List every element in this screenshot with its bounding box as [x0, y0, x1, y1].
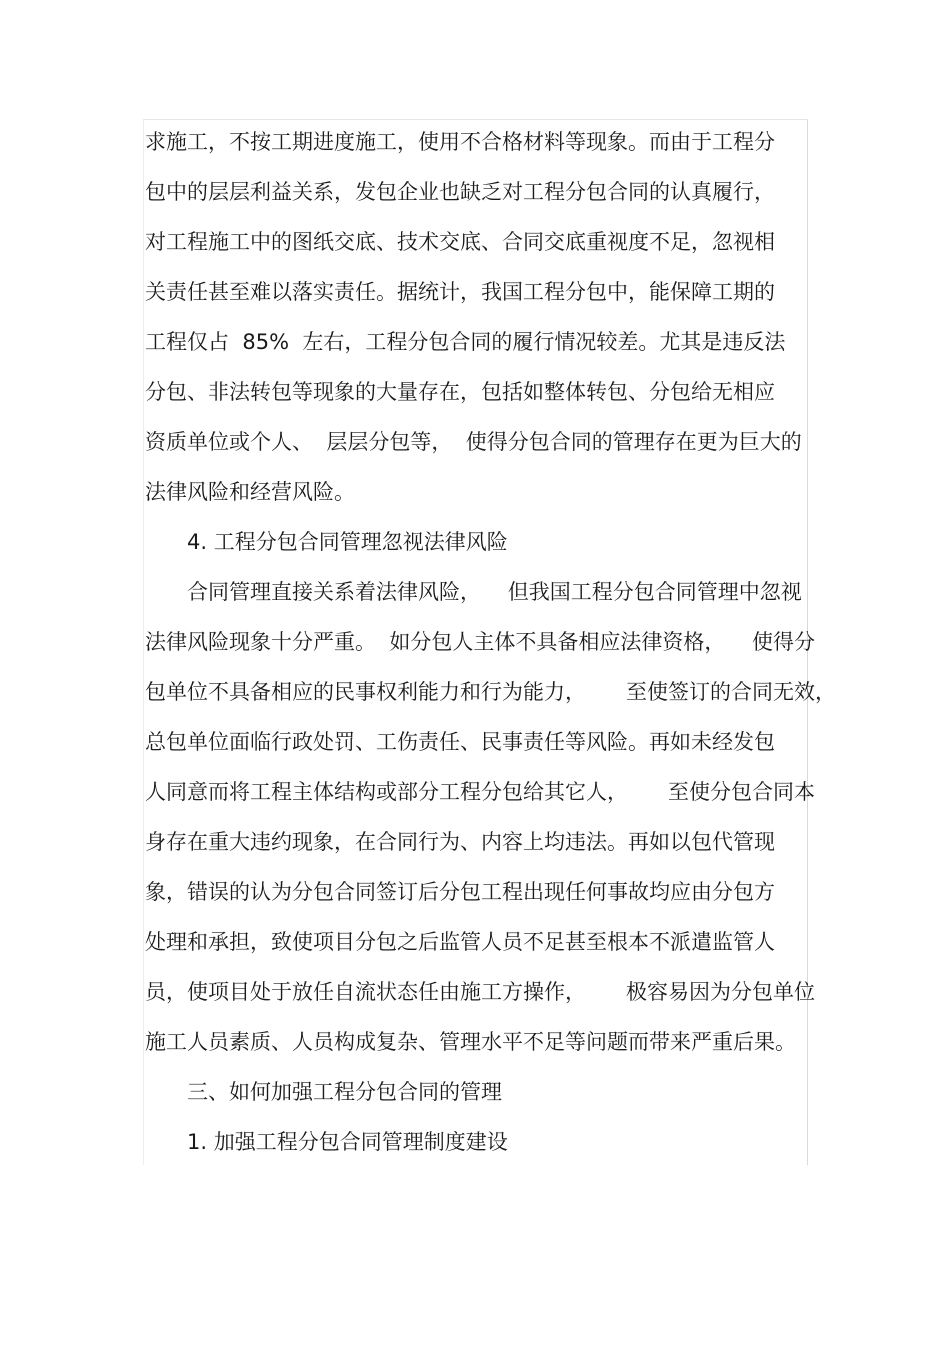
text-line: 处理和承担，致使项目分包之后监管人员不足甚至根本不派遣监管人 [145, 930, 775, 954]
text-line: 关责任甚至难以落实责任。据统计，我国工程分包中，能保障工期的 [145, 280, 775, 304]
document-body [145, 117, 837, 1167]
text-line: 包单位不具备相应的民事权利能力和行为能力， 至使签订的合同无效， [145, 680, 837, 704]
text-line: 员，使项目处于放任自流状态任由施工方操作， 极容易因为分包单位 [145, 980, 816, 1004]
text-line: 法律风险和经营风险。 [145, 480, 355, 504]
section-heading: 4. 工程分包合同管理忽视法律风险 [187, 530, 508, 554]
text-line: 分包、非法转包等现象的大量存在，包括如整体转包、分包给无相应 [145, 380, 775, 404]
text-line: 对工程施工中的图纸交底、技术交底、合同交底重视度不足，忽视相 [145, 230, 775, 254]
text-line: 求施工，不按工期进度施工，使用不合格材料等现象。而由于工程分 [145, 130, 775, 154]
text-line: 人同意而将工程主体结构或部分工程分包给其它人， 至使分包合同本 [145, 780, 816, 804]
text-line: 工程仅占 85% 左右，工程分包合同的履行情况较差。尤其是违反法 [145, 330, 786, 354]
text-line: 法律风险现象十分严重。 如分包人主体不具备相应法律资格， 使得分 [145, 630, 816, 654]
text-line: 身存在重大违约现象，在合同行为、内容上均违法。再如以包代管现 [145, 830, 775, 854]
text-line: 合同管理直接关系着法律风险， 但我国工程分包合同管理中忽视 [187, 580, 802, 604]
text-line: 象，错误的认为分包合同签订后分包工程出现任何事故均应由分包方 [145, 880, 775, 904]
text-line: 施工人员素质、人员构成复杂、管理水平不足等问题而带来严重后果。 [145, 1030, 796, 1054]
text-line: 总包单位面临行政处罚、工伤责任、民事责任等风险。再如未经发包 [145, 730, 775, 754]
text-line: 资质单位或个人、 层层分包等， 使得分包合同的管理存在更为巨大的 [145, 430, 802, 454]
text-line: 包中的层层利益关系，发包企业也缺乏对工程分包合同的认真履行， [145, 180, 775, 204]
subsection-heading: 1. 加强工程分包合同管理制度建设 [187, 1130, 508, 1154]
section-heading: 三、如何加强工程分包合同的管理 [187, 1080, 502, 1104]
